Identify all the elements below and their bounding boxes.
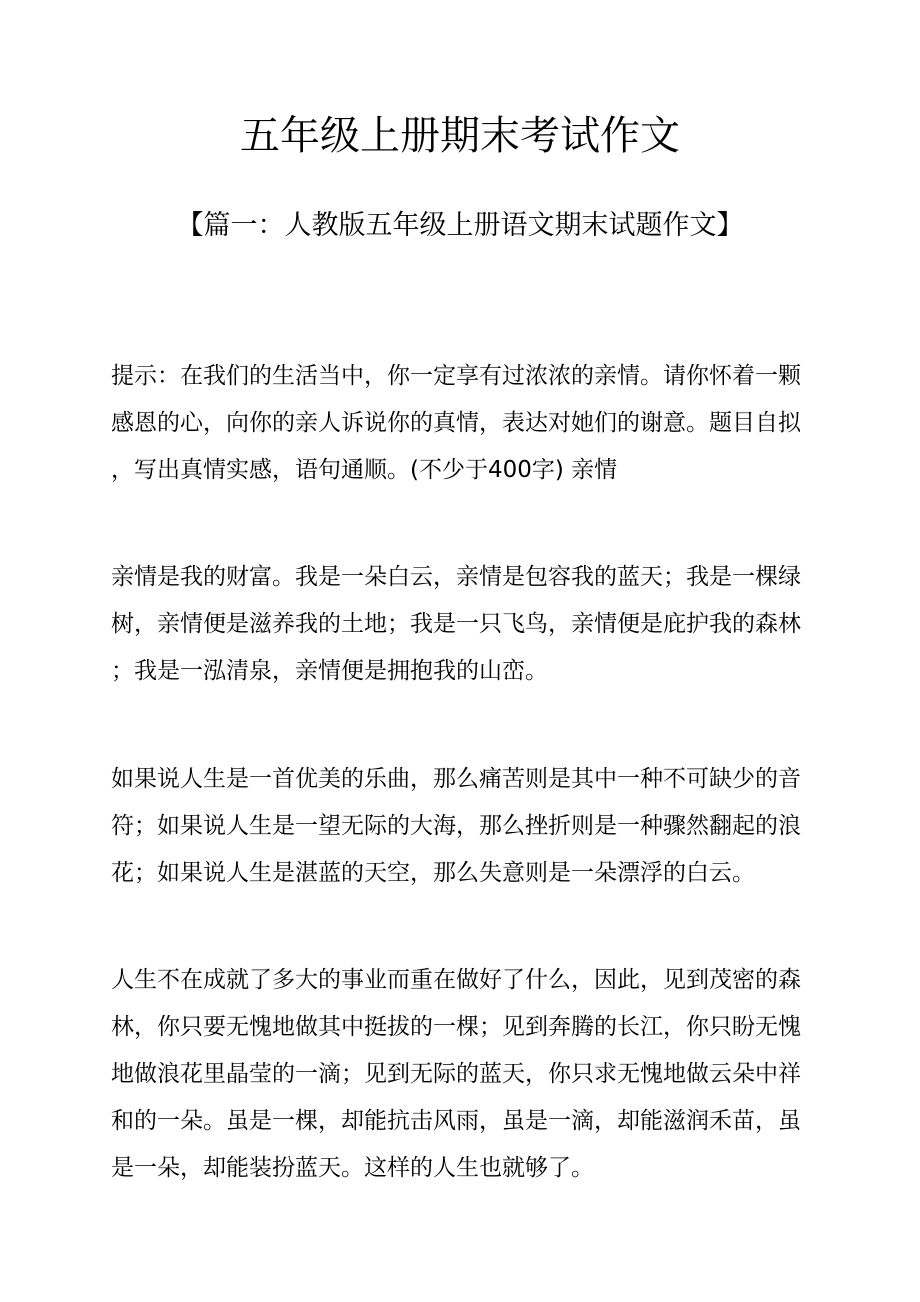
paragraph-line: 符；如果说人生是一望无际的大海，那么挫折则是一种骤然翻起的浪 xyxy=(111,813,801,839)
document-subtitle: 【篇一：人教版五年级上册语文期末试题作文】 xyxy=(176,210,744,241)
paragraph-line: ；我是一泓清泉，亲情便是拥抱我的山峦。 xyxy=(111,658,548,684)
paragraph-line: 和的一朵。虽是一棵，却能抗击风雨，虽是一滴，却能滋润禾苗，虽 xyxy=(111,1108,801,1134)
paragraph-line: 人生不在成就了多大的事业而重在做好了什么，因此，见到茂密的森 xyxy=(111,967,801,993)
paragraph-line: 花；如果说人生是湛蓝的天空，那么失意则是一朵漂浮的白云。 xyxy=(111,860,755,886)
paragraph-line: 亲情是我的财富。我是一朵白云，亲情是包容我的蓝天；我是一棵绿 xyxy=(111,564,801,590)
paragraph-life-metaphors xyxy=(111,756,811,897)
paragraph-line: 树，亲情便是滋养我的土地；我是一只飞鸟，亲情便是庇护我的森林 xyxy=(111,611,801,637)
paragraph-line: 提示：在我们的生活当中，你一定享有过浓浓的亲情。请你怀着一颗 xyxy=(111,363,801,389)
paragraph-prompt xyxy=(111,353,811,494)
paragraph-line: 林，你只要无愧地做其中挺拔的一棵；见到奔腾的长江，你只盼无愧 xyxy=(111,1014,801,1040)
paragraph-line: ，写出真情实感，语句通顺。(不少于400字) 亲情 xyxy=(111,457,618,483)
paragraph-line: 是一朵，却能装扮蓝天。这样的人生也就够了。 xyxy=(111,1155,594,1181)
paragraph-line: 感恩的心，向你的亲人诉说你的真情，表达对她们的谢意。题目自拟 xyxy=(111,410,801,436)
paragraph-family-wealth xyxy=(111,554,811,695)
document-title: 五年级上册期末考试作文 xyxy=(240,113,680,159)
paragraph-life-meaning xyxy=(111,957,811,1192)
paragraph-line: 如果说人生是一首优美的乐曲，那么痛苦则是其中一种不可缺少的音 xyxy=(111,766,801,792)
paragraph-line: 地做浪花里晶莹的一滴；见到无际的蓝天，你只求无愧地做云朵中祥 xyxy=(111,1061,801,1087)
